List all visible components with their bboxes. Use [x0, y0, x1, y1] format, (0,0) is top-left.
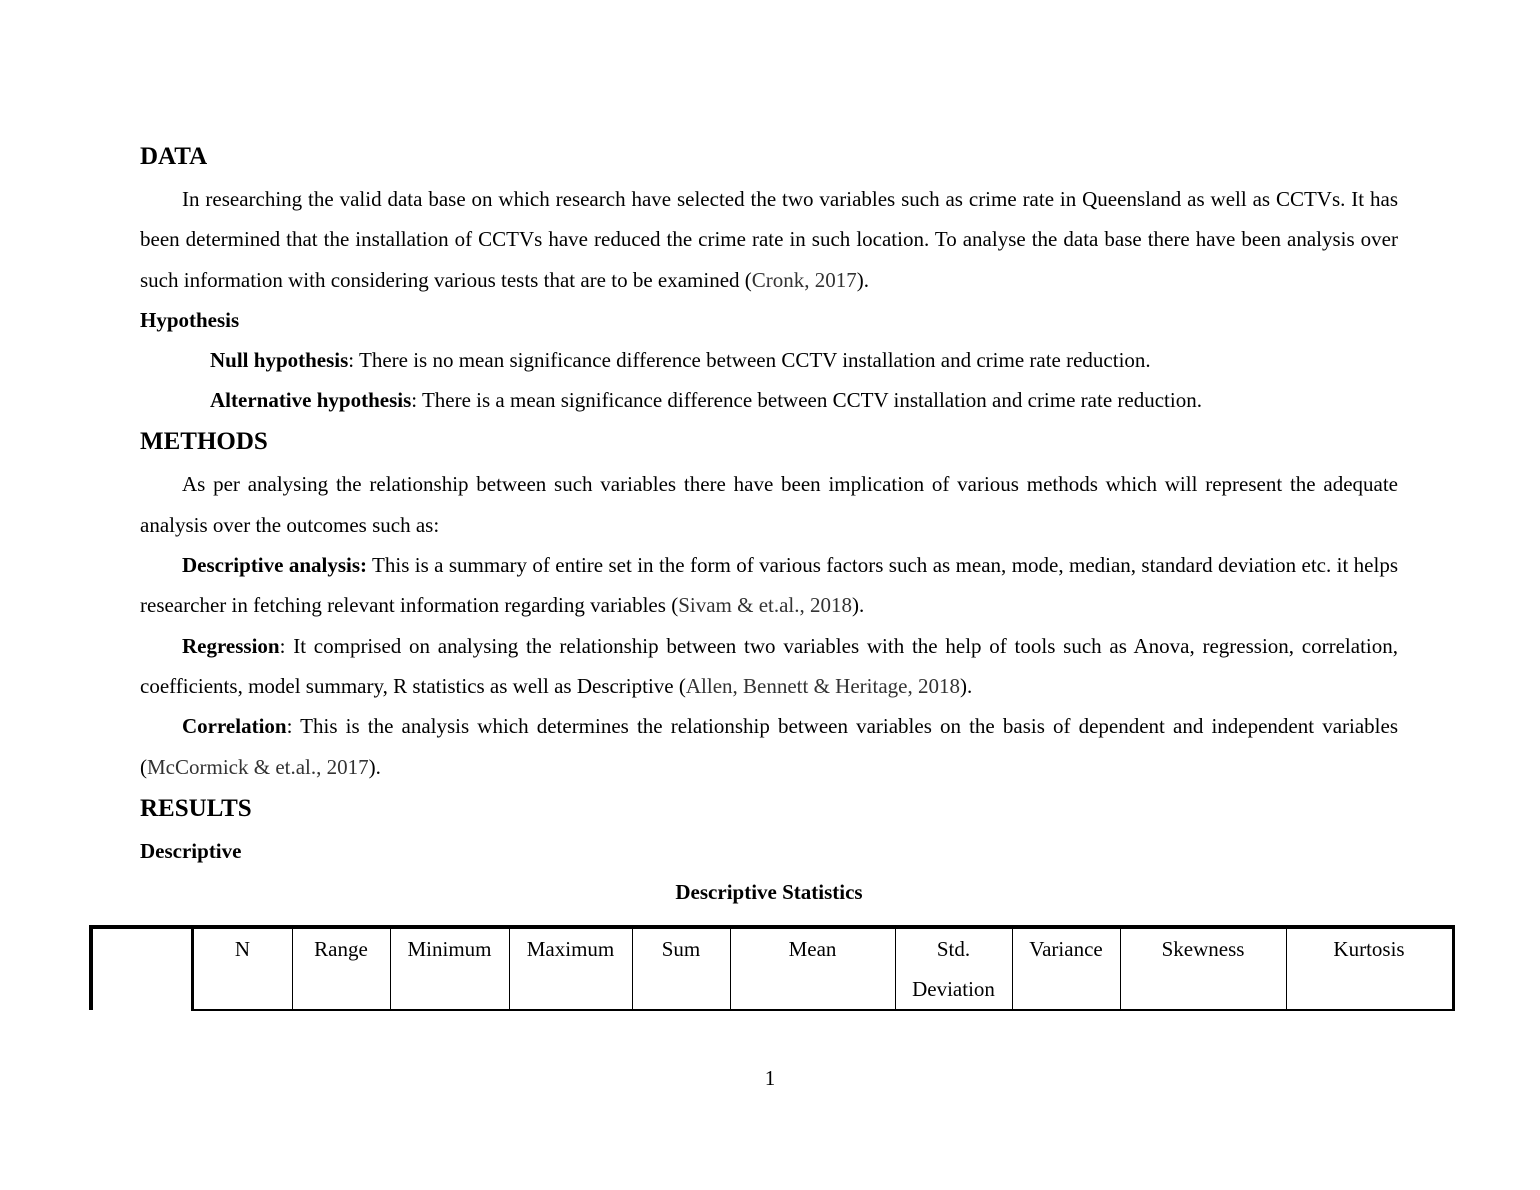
header-cell-sum: Sum [632, 927, 730, 1010]
null-hypothesis-text: : There is no mean significance difference between CCTV installation and crime rate reduction. [348, 347, 1151, 372]
results-heading: RESULTS [140, 794, 252, 822]
header-cell-blank [91, 927, 192, 1010]
correlation-text: : This is the analysis which determines the relationship between variables on the basis of dependent and independent variables [286, 714, 1398, 739]
null-hypothesis [140, 340, 1398, 380]
header-cell-minimum: Minimum [390, 927, 509, 1010]
table-header-row [91, 927, 1453, 1010]
data-heading: DATA [140, 143, 208, 170]
descriptive-statistics-table [89, 925, 1455, 1011]
alternative-hypothesis-label: Alternative hypothesis [210, 388, 412, 413]
alternative-hypothesis [140, 380, 1398, 420]
citation-sivam: Sivam & et.al., 2018 [678, 593, 853, 618]
header-cell-mean: Mean [730, 927, 895, 1010]
header-cell-skewness: Skewness [1120, 927, 1286, 1010]
hypothesis-heading: Hypothesis [140, 307, 240, 332]
regression-paragraph: Regression: It comprised on analysing the relationship between two variables with the help of tools such as Anova, regression, correlation, coefficients, model summary, R statistics as well as Descriptive (Allen, Bennett & Heritage, 2018). [140, 633, 1398, 698]
page-content [140, 138, 1398, 911]
regression-label: Regression [182, 633, 280, 658]
correlation-paragraph: Correlation: This is the analysis which determines the relationship between variables on the basis of dependent and independent variables (McCormick & et.al., 2017). [140, 714, 1398, 779]
header-cell-std-deviation: Std. Deviation [895, 927, 1012, 1010]
null-hypothesis-label: Null hypothesis [210, 347, 349, 372]
citation-mccormick: McCormick & et.al., 2017 [147, 754, 369, 779]
header-cell-n: N [192, 927, 292, 1010]
methods-heading: METHODS [140, 428, 268, 456]
header-cell-range: Range [292, 927, 390, 1010]
correlation-label: Correlation [182, 714, 287, 739]
data-paragraph-text: In researching the valid data base on which research have selected the two variables such as crime rate in Queensland as well as CCTVs. It has been determined that the installation of CCTVs have reduced the crime rate in such location. To analyse the data base there have been analysis over such information with considering various tests that are to be examined [140, 187, 1398, 292]
alternative-hypothesis-text: : There is a mean significance difference between CCTV installation and crime rate reduction. [411, 388, 1202, 413]
table-title: Descriptive Statistics [675, 879, 863, 904]
page-number: 1 [764, 1066, 776, 1090]
header-cell-variance: Variance [1012, 927, 1120, 1010]
descriptive-analysis-text: This is a summary of entire set in the form of various factors such as mean, mode, median, standard deviation etc. it helps researcher in fetching relevant information regarding variables [140, 553, 1398, 618]
header-cell-maximum: Maximum [509, 927, 632, 1010]
citation-allen: Allen, Bennett & Heritage, 2018 [685, 673, 960, 698]
methods-intro: As per analysing the relationship between such variables there have been implication of various methods which will represent the adequate analysis over the outcomes such as: [140, 472, 1398, 537]
descriptive-subheading: Descriptive [140, 838, 242, 863]
descriptive-analysis-paragraph: Descriptive analysis: This is a summary of entire set in the form of various factors such as mean, mode, median, standard deviation etc. it helps researcher in fetching relevant information regarding variables (Sivam & et.al., 2018). [140, 553, 1398, 618]
header-cell-kurtosis: Kurtosis [1286, 927, 1453, 1010]
citation-cronk: Cronk, 2017 [751, 267, 857, 292]
data-paragraph: In researching the valid data base on which research have selected the two variables such as crime rate in Queensland as well as CCTVs. It has been determined that the installation of CCTVs have reduced the crime rate in such location. To analyse the data base there have been analysis over such information with considering various tests that are to be examined (Cronk, 2017). [140, 187, 1398, 292]
regression-text: : It comprised on analysing the relationship between two variables with the help of tools such as Anova, regression, correlation, coefficients, model summary, R statistics as well as Descriptive [140, 633, 1398, 698]
descriptive-analysis-label: Descriptive analysis: [182, 553, 368, 578]
